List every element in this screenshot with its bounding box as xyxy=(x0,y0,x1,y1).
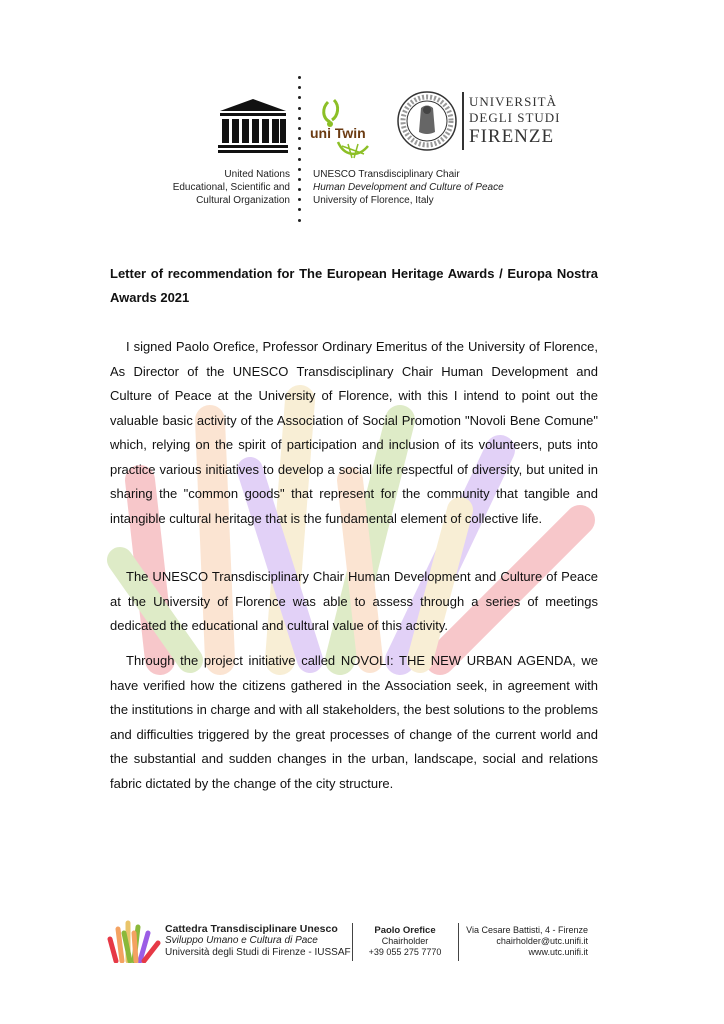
university-name xyxy=(469,94,561,148)
letter-footer xyxy=(0,905,724,975)
unesco-logo-icon xyxy=(218,98,288,154)
dotted-divider xyxy=(298,76,302,226)
unesco-caption xyxy=(160,168,290,207)
footer-person-role: Chairholder xyxy=(381,936,429,946)
university-name-line: FIRENZE xyxy=(469,126,555,147)
unesco-caption-line: Educational, Scientific and xyxy=(172,182,290,193)
footer-person-name: Paolo Orefice xyxy=(374,925,436,936)
footer-person xyxy=(356,925,454,958)
letter-paragraph: The UNESCO Transdisciplinary Chair Human Development and Culture of Peace at the University of Florence was able to assess through a series of meetings dedicated the educational and cultural value of this activity. xyxy=(110,569,598,633)
footer-org-subtitle: Sviluppo Umano e Cultura di Pace xyxy=(165,935,318,946)
university-name-line: DEGLI STUDI xyxy=(469,110,561,125)
university-bar xyxy=(462,92,464,150)
footer-website: www.utc.unifi.it xyxy=(528,947,588,957)
university-name-line: UNIVERSITÀ xyxy=(469,94,557,109)
footer-address: Via Cesare Battisti, 4 - Firenze xyxy=(466,925,588,935)
letter-title: Letter of recommendation for The European Heritage Awards / Europa Nostra Awards 2021 xyxy=(110,266,598,305)
footer-org-university: Università degli Studi di Firenze - IUSSAF xyxy=(165,947,351,958)
hands-logo-icon xyxy=(106,919,162,963)
footer-divider xyxy=(352,923,353,961)
chair-name: UNESCO Transdisciplinary Chair xyxy=(313,169,460,180)
footer-phone: +39 055 275 7770 xyxy=(368,947,442,957)
university-seal-icon xyxy=(396,90,458,152)
letter-paragraph: Through the project initiative called NOVOLI: THE NEW URBAN AGENDA, we have verified how the citizens gathered in the Association seek, in agreement with the institutions in charge and with all stakeholders, the best solutions to the problems and difficulties triggered by the great processes of change of the current world and the substantial and sudden changes in the urban, landscape, social and relations fabric dictated by the change of the city structure. xyxy=(110,653,598,791)
footer-contact xyxy=(462,925,588,958)
svg-text:uni Twin: uni Twin xyxy=(310,125,366,141)
footer-email: chairholder@utc.unifi.it xyxy=(496,936,588,946)
chair-caption xyxy=(313,168,504,207)
unesco-caption-line: Cultural Organization xyxy=(196,195,290,206)
unesco-caption-line: United Nations xyxy=(224,169,290,180)
footer-org-name: Cattedra Transdisciplinare Unesco xyxy=(165,923,338,935)
letterhead xyxy=(0,70,724,230)
footer-divider xyxy=(458,923,459,961)
chair-university: University of Florence, Italy xyxy=(313,195,434,206)
unitwin-logo-icon xyxy=(308,96,374,162)
letter-paragraph: I signed Paolo Orefice, Professor Ordinary Emeritus of the University of Florence, As Director of the UNESCO Transdisciplinary Chair Human Development and Culture of Peace at the University of Florence, with this I intend to point out the valuable basic activity of the Association of Social Promotion "Novoli Bene Comune" which, relying on the spirit of participation and inclusion of its volunteers, puts into practice various initiatives to develop a social life respectful of diversity, but united in sharing the "common goods" that represent for the community that tangible and intangible cultural heritage that is the fundamental element of collective life. xyxy=(110,339,598,526)
chair-subtitle: Human Development and Culture of Peace xyxy=(313,182,504,193)
footer-organization xyxy=(165,923,351,959)
